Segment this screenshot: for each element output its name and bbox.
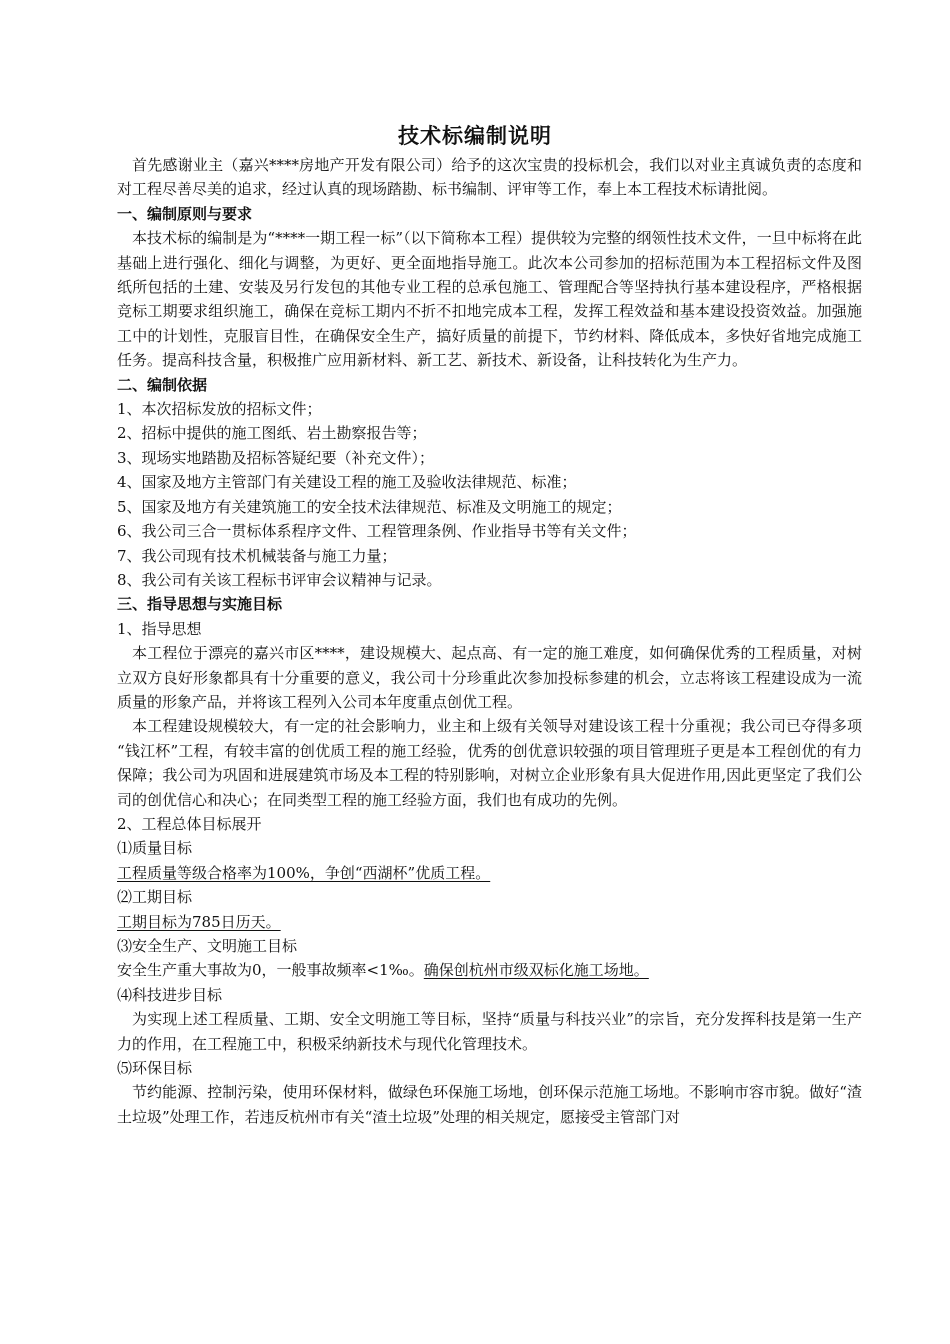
section-2-heading: 二、编制依据 xyxy=(117,375,208,394)
section-1-paragraph: 本技术标的编制是为“****一期工程一标”（以下简称本工程）提供较为完整的纲领性技术文件，一旦中标将在此基础上进行强化、细化与调整，为更好、更全面地指导施工。此次本公司参加的招标范围为本工程招标文件及图纸所包括的土建、安装及另行发包的其他专业工程的总承包施工、管理配合等坚持执行基本建设程序，严格根据竞标工期要求组织施工，确保在竞标工期内不折不扣地完成本工程，发挥工程效益和基本建设投资效益。加强施工中的计划性，克服盲目性，在确保安全生产，搞好质量的前提下，节约材料、降低成本，多快好省地完成施工任务。提高科技含量，积极推广应用新材料、新工艺、新技术、新设备，让科技转化为生产力。 xyxy=(117,229,862,370)
document-body xyxy=(117,153,862,1129)
goal-schedule-underlined: 工期目标为785日历天。 xyxy=(117,912,281,931)
basis-item-6: 6、我公司三合一贯标体系程序文件、工程管理条例、作业指导书等有关文件； xyxy=(117,522,637,541)
goal-quality-text xyxy=(117,861,862,885)
guiding-paragraph-1: 本工程位于漂亮的嘉兴市区****，建设规模大、起点高、有一定的施工难度，如何确保优秀的工程质量，对树立双方良好形象都具有十分重要的意义，我公司十分珍重此次参加投标参建的机会，立志将该工程建设成为一流质量的形象产品，并将该工程列入公司本年度重点创优工程。 xyxy=(117,644,862,711)
document-title: 技术标编制说明 xyxy=(398,124,552,148)
basis-item-4: 4、国家及地方主管部门有关建设工程的施工及验收法律规范、标准； xyxy=(117,473,577,492)
goal-environment-label: ⑸环保目标 xyxy=(117,1059,193,1078)
goal-safety-underlined: 确保创杭州市级双标化施工场地。 xyxy=(423,961,649,980)
basis-item-7: 7、我公司现有技术机械装备与施工力量； xyxy=(117,546,397,565)
basis-item-1: 1、本次招标发放的招标文件； xyxy=(117,400,322,419)
intro-paragraph: 首先感谢业主（嘉兴****房地产开发有限公司）给予的这次宝贵的投标机会，我们以对业主真诚负责的态度和对工程尽善尽美的追求，经过认真的现场踏勘、标书编制、评审等工作，奉上本工程技术标请批阅。 xyxy=(117,156,862,199)
goal-tech-label: ⑷科技进步目标 xyxy=(117,985,223,1004)
goal-schedule-text xyxy=(117,910,862,934)
goal-tech-text: 为实现上述工程质量、工期、安全文明施工等目标，坚持“质量与科技兴业”的宗旨，充分发挥科技是第一生产力的作用，在工程施工中，积极采纳新技术与现代化管理技术。 xyxy=(117,1010,862,1053)
goal-safety-text-plain: 安全生产重大事故为0，一般事故频率<1‰。 xyxy=(117,961,424,980)
guiding-paragraph-2: 本工程建设规模较大，有一定的社会影响力，业主和上级有关领导对建设该工程十分重视；我公司已夺得多项 “钱江杯”工程，有较丰富的创优质工程的施工经验，优秀的创优意识较强的项目管理班子更是本工程创优的有力保障；我公司为巩固和进展建筑市场及本工程的特别影响，对树立企业形象有具大促进作用,因此更坚定了我们公司的创优信心和决心；在同类型工程的施工经验方面，我们也有成功的先例。 xyxy=(117,717,862,809)
goal-schedule-label: ⑵工期目标 xyxy=(117,888,193,907)
subheading-guiding-idea: 1、指导思想 xyxy=(117,619,202,638)
goal-safety-label: ⑶安全生产、文明施工目标 xyxy=(117,937,298,955)
basis-item-3: 3、现场实地踏勘及招标答疑纪要（补充文件）； xyxy=(117,448,435,467)
section-1-heading: 一、编制原则与要求 xyxy=(117,204,253,223)
basis-item-5: 5、国家及地方有关建筑施工的安全技术法律规范、标准及文明施工的规定； xyxy=(117,497,622,516)
basis-item-8: 8、我公司有关该工程标书评审会议精神与记录。 xyxy=(117,570,442,589)
section-3-heading: 三、指导思想与实施目标 xyxy=(117,595,283,614)
goal-quality-label: ⑴质量目标 xyxy=(117,839,193,858)
goal-quality-underlined: 工程质量等级合格率为100%，争创“西湖杯”优质工程。 xyxy=(117,863,491,882)
goal-environment-text: 节约能源、控制污染，使用环保材料，做绿色环保施工场地，创环保示范施工场地。不影响市容市貌。做好“渣土垃圾”处理工作，若违反杭州市有关“渣土垃圾”处理的相关规定，愿接受主管部门对 xyxy=(117,1083,862,1126)
subheading-overall-goals: 2、工程总体目标展开 xyxy=(117,814,262,833)
goal-safety-text xyxy=(117,958,862,982)
basis-item-2: 2、招标中提供的施工图纸、岩土勘察报告等； xyxy=(117,424,427,443)
